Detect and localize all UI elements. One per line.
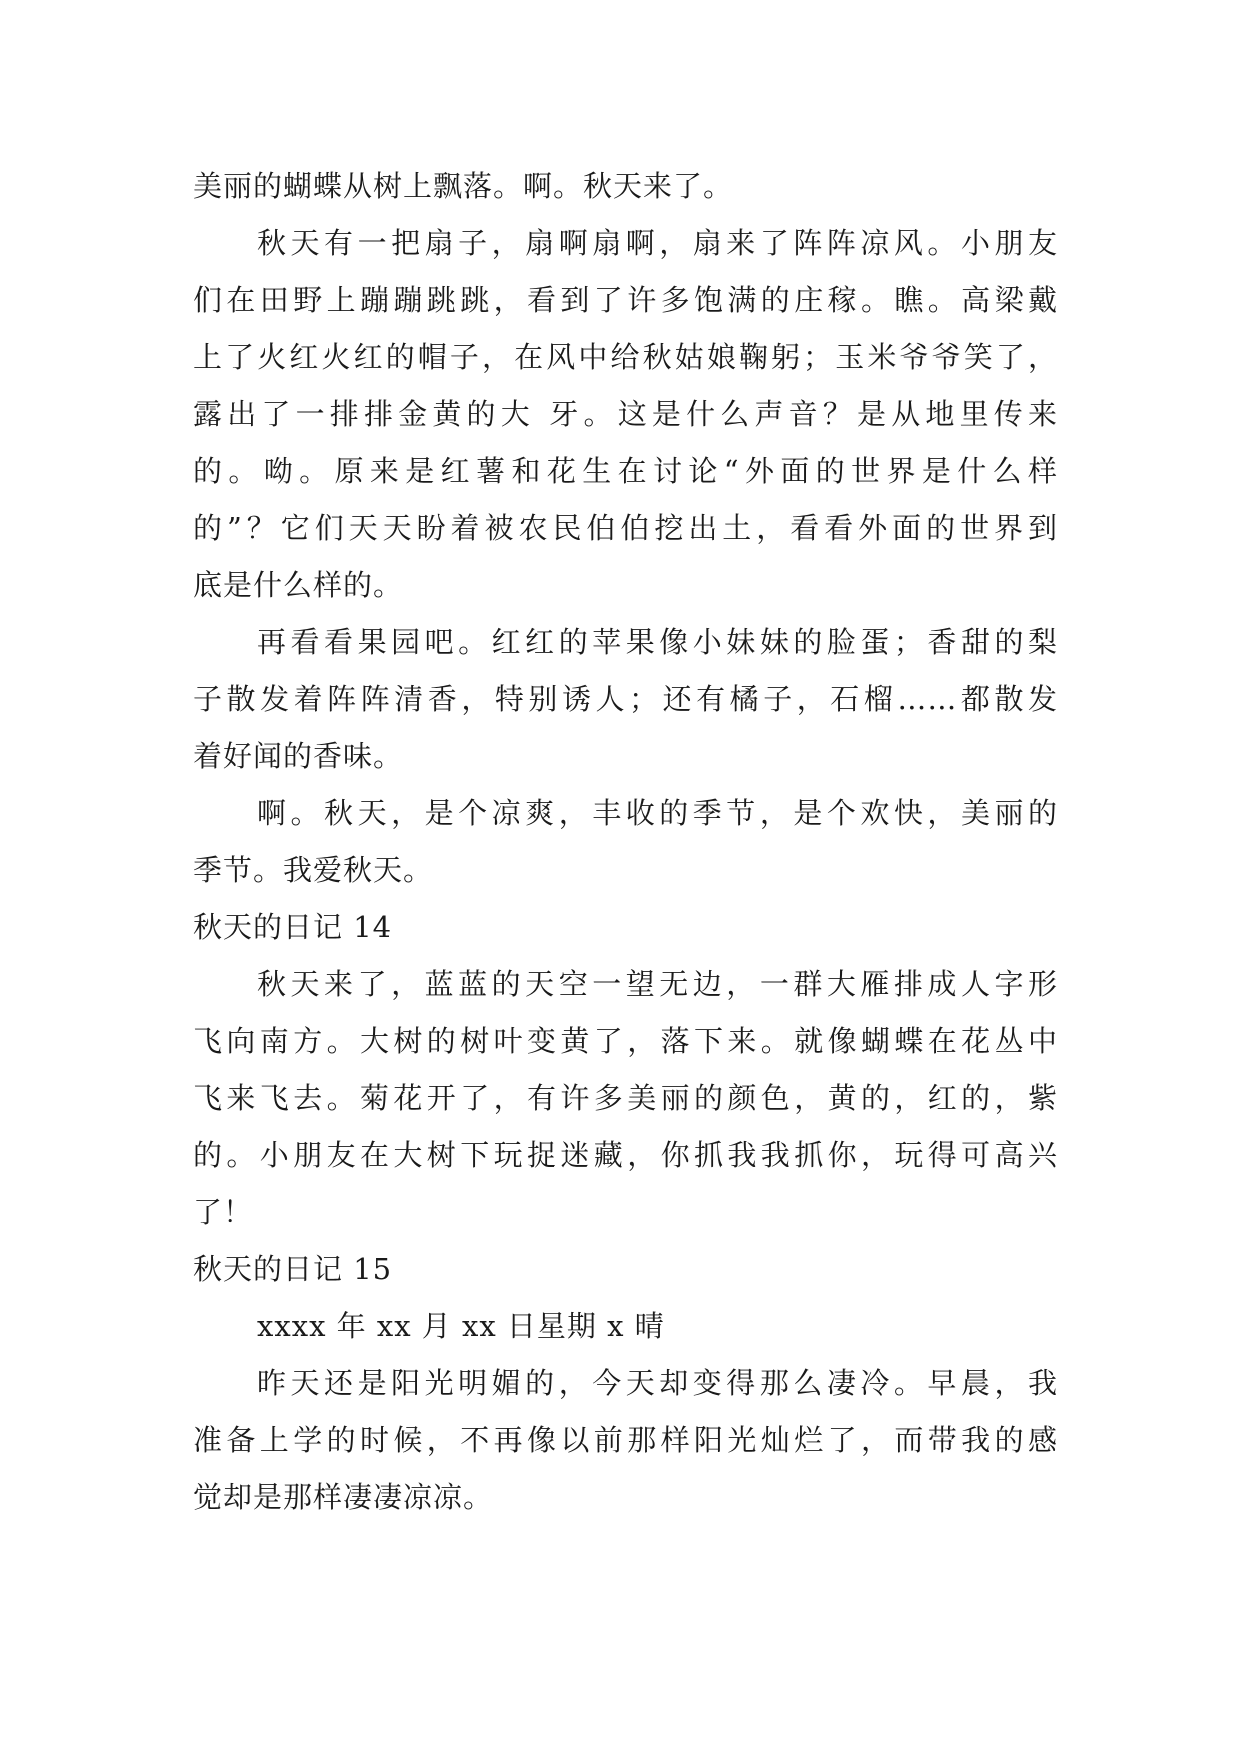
- paragraph-start-line: 昨天还是阳光明媚的，今天却变得那么凄冷。早晨，我: [257, 1366, 1058, 1400]
- text-line: 飞来飞去。菊花开了，有许多美丽的颜色，黄的，红的，紫: [193, 1081, 1058, 1115]
- diary-date-line: xxxx 年 xx 月 xx 日星期 x 晴: [257, 1309, 665, 1343]
- text-line: 子散发着阵阵清香，特别诱人；还有橘子，石榴……都散发: [193, 682, 1058, 716]
- paragraph-start-line: 再看看果园吧。红红的苹果像小妹妹的脸蛋；香甜的梨: [257, 625, 1058, 659]
- section-heading: 秋天的日记 14: [193, 910, 393, 944]
- text-line: 的”？它们天天盼着被农民伯伯挖出土，看看外面的世界到: [193, 511, 1058, 545]
- document-body: [193, 158, 1058, 1526]
- paragraph-start-line: 秋天有一把扇子，扇啊扇啊，扇来了阵阵凉风。小朋友: [257, 226, 1058, 260]
- text-line: 露出了一排排金黄的大 牙。这是什么声音？是从地里传来: [193, 397, 1058, 431]
- text-line: 上了火红火红的帽子，在风中给秋姑娘鞠躬；玉米爷爷笑了，: [193, 340, 1058, 374]
- text-line: 飞向南方。大树的树叶变黄了，落下来。就像蝴蝶在花丛中: [193, 1024, 1058, 1058]
- text-line: 底是什么样的。: [193, 568, 404, 602]
- paragraph-start-line: 啊。秋天，是个凉爽，丰收的季节，是个欢快，美丽的: [257, 796, 1058, 830]
- text-line: 的。小朋友在大树下玩捉迷藏，你抓我我抓你，玩得可高兴: [193, 1138, 1058, 1172]
- text-line: 觉却是那样凄凄凉凉。: [193, 1480, 494, 1514]
- paragraph-start-line: 秋天来了，蓝蓝的天空一望无边，一群大雁排成人字形: [257, 967, 1058, 1001]
- text-line: 的。呦。原来是红薯和花生在讨论“外面的世界是什么样: [193, 454, 1058, 488]
- text-line: 季节。我爱秋天。: [193, 853, 434, 887]
- text-line: 了！: [193, 1195, 254, 1229]
- text-line: 美丽的蝴蝶从树上飘落。啊。秋天来了。: [193, 169, 734, 203]
- text-line: 准备上学的时候，不再像以前那样阳光灿烂了，而带我的感: [193, 1423, 1058, 1457]
- text-line: 着好闻的香味。: [193, 739, 404, 773]
- section-heading: 秋天的日记 15: [193, 1252, 393, 1286]
- text-line: 们在田野上蹦蹦跳跳，看到了许多饱满的庄稼。瞧。高梁戴: [193, 283, 1058, 317]
